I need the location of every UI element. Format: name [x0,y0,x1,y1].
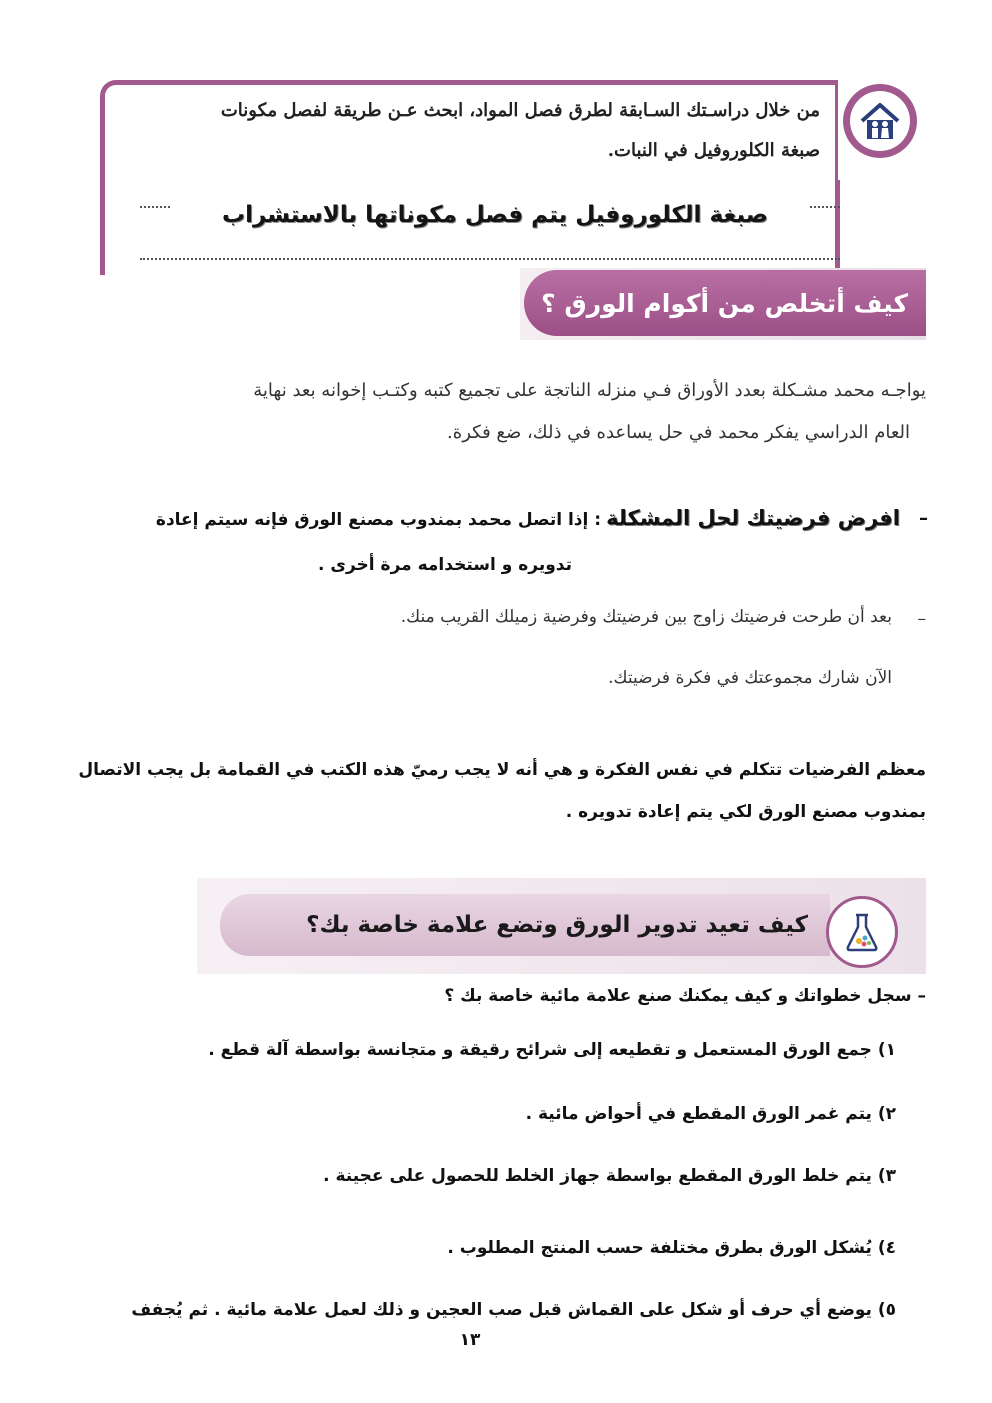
hypothesis-label: افرض فرضيتك لحل المشكلة [606,506,900,530]
step-item: ٤) يُشكل الورق بطرق مختلفة حسب المنتج المطلوب . [447,1238,896,1258]
conclusion-line-2: بمندوب مصنع الورق لكي يتم إعادة تدويره . [565,802,926,822]
pair-instruction: بعد أن طرحت فرضيتك زاوج بين فرضيتك وفرضية زميلك القريب منك. [400,607,892,627]
step-item: ٢) يتم غمر الورق المقطع في أحواض مائية . [525,1104,896,1124]
step-item: ٥) يوضع أي حرف أو شكل على القماش قبل صب العجين و ذلك لعمل علامة مائية . ثم يُجفف [131,1300,896,1320]
family-home-icon [843,84,917,158]
hypothesis-line-2: تدويره و استخدامه مرة أخرى . [318,555,572,575]
step-item: ٣) يتم خلط الورق المقطع بواسطة جهاز الخلط للحصول على عجينة . [323,1166,896,1186]
bullet-dash: – [919,508,928,529]
intro-line-2: العام الدراسي يفكر محمد في حل يساعده في ذلك، ضع فكرة. [447,422,910,443]
homework-question-line-2: صبغة الكلوروفيل في النبات. [607,140,820,161]
hypothesis-text: : إذا اتصل محمد بمندوب مصنع الورق فإنه سيتم إعادة [155,510,602,530]
step-item: ١) جمع الورق المستعمل و تقطيعه إلى شرائح رقيقة و متجانسة بواسطة آلة قطع . [208,1040,896,1060]
steps-prompt: – سجل خطواتك و كيف يمكنك صنع علامة مائية خاصة بك ؟ [444,986,926,1006]
answer-dotted-line [140,258,840,260]
section-title: كيف تعيد تدوير الورق وتضع علامة خاصة بك؟ [306,912,808,938]
section-title-banner [220,894,830,956]
intro-line-1: يواجـه محمد مشـكلة بعدد الأوراق فـي منزله الناتجة على تجميع كتبه وكتـب إخوانه بعد نهاية [253,380,926,401]
conclusion-line-1: معظم الفرضيات تتكلم في نفس الفكرة و هي أنه لا يجب رميّ هذه الكتب في القمامة بل يجب الاتصال [78,760,926,780]
flask-icon [826,896,898,968]
homework-question-line-1: من خلال دراسـتك السـابقة لطرق فصل المواد، ابحث عـن طريقة لفصل مكونات [220,100,820,121]
hypothesis-line-1 [156,506,900,530]
share-instruction: الآن شارك مجموعتك في فكرة فرضيتك. [608,668,892,688]
page-number: ١٣ [459,1330,481,1350]
homework-answer: صبغة الكلوروفيل يتم فصل مكوناتها بالاستشراب [222,202,768,228]
bullet-dash: – [917,609,926,629]
section-title: كيف أتخلص من أكوام الورق ؟ [541,288,908,318]
section-title-banner [524,270,926,336]
